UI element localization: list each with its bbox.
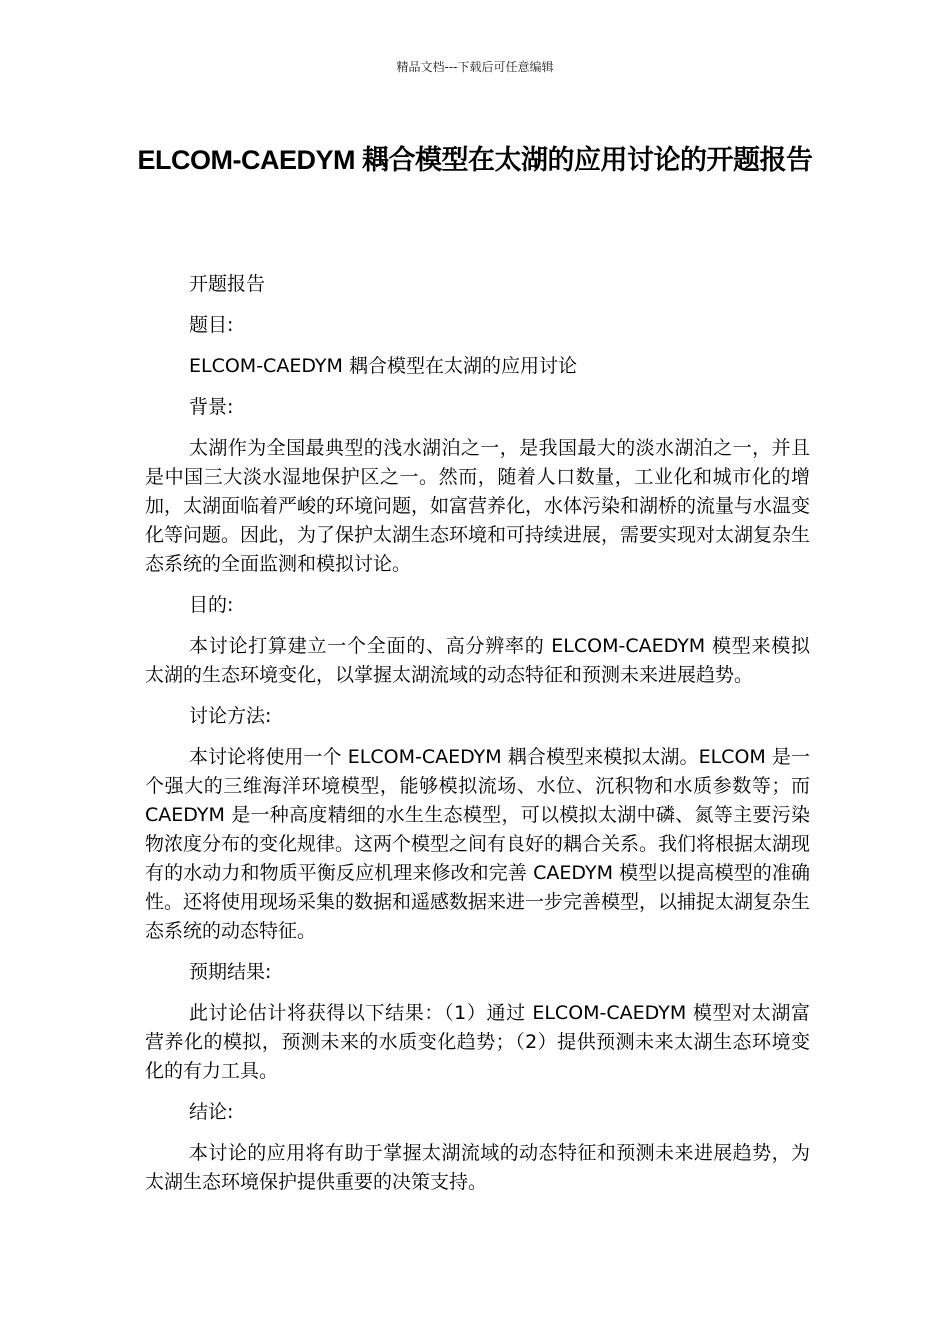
header-note: 精品文档---下载后可任意编辑 <box>396 60 554 74</box>
section-heading: 开题报告 <box>189 273 266 295</box>
method-label: 讨论方法: <box>189 705 272 727</box>
topic-label: 题目: <box>189 314 234 336</box>
results-label: 预期结果: <box>189 961 272 983</box>
results-paragraph: 此讨论估计将获得以下结果：（1）通过 ELCOM-CAEDYM 模型对太湖富营养化的模拟，预测未来的水质变化趋势；（2）提供预测未来太湖生态环境变化的有力工具。 <box>145 1002 810 1082</box>
background-paragraph: 太湖作为全国最典型的浅水湖泊之一，是我国最大的淡水湖泊之一，并且是中国三大淡水湿地保护区之一。然而，随着人口数量，工业化和城市化的增加，太湖面临着严峻的环境问题，如富营养化，水体污染和湖桥的流量与水温变化等问题。因此，为了保护太湖生态环境和可持续进展，需要实现对太湖复杂生态系统的全面监测和模拟讨论。 <box>145 437 811 575</box>
purpose-paragraph: 本讨论打算建立一个全面的、高分辨率的 ELCOM-CAEDYM 模型来模拟太湖的生态环境变化，以掌握太湖流域的动态特征和预测未来进展趋势。 <box>145 635 810 686</box>
document-title: ELCOM-CAEDYM 耦合模型在太湖的应用讨论的开题报告 <box>137 145 813 175</box>
topic-text: ELCOM-CAEDYM 耦合模型在太湖的应用讨论 <box>189 355 577 377</box>
conclusion-paragraph: 本讨论的应用将有助于掌握太湖流域的动态特征和预测未来进展趋势，为太湖生态环境保护提供重要的决策支持。 <box>145 1142 810 1193</box>
conclusion-label: 结论: <box>189 1101 234 1123</box>
method-paragraph: 本讨论将使用一个 ELCOM-CAEDYM 耦合模型来模拟太湖。ELCOM 是一个强大的三维海洋环境模型，能够模拟流场、水位、沉积物和水质参数等；而 CAEDYM 是一种高度精细的水生生态模型，可以模拟太湖中磷、氮等主要污染物浓度分布的变化规律。这两个模型之间有良好的耦合关系。我们将根据太湖现有的水动力和物质平衡反应机理来修改和完善 CAEDYM 模型以提高模型的准确性。还将使用现场采集的数据和遥感数据来进一步完善模型，以捕捉太湖复杂生态系统的动态特征。 <box>145 746 811 942</box>
purpose-label: 目的: <box>189 594 234 616</box>
background-label: 背景: <box>189 396 234 418</box>
document-body <box>145 270 810 1209</box>
